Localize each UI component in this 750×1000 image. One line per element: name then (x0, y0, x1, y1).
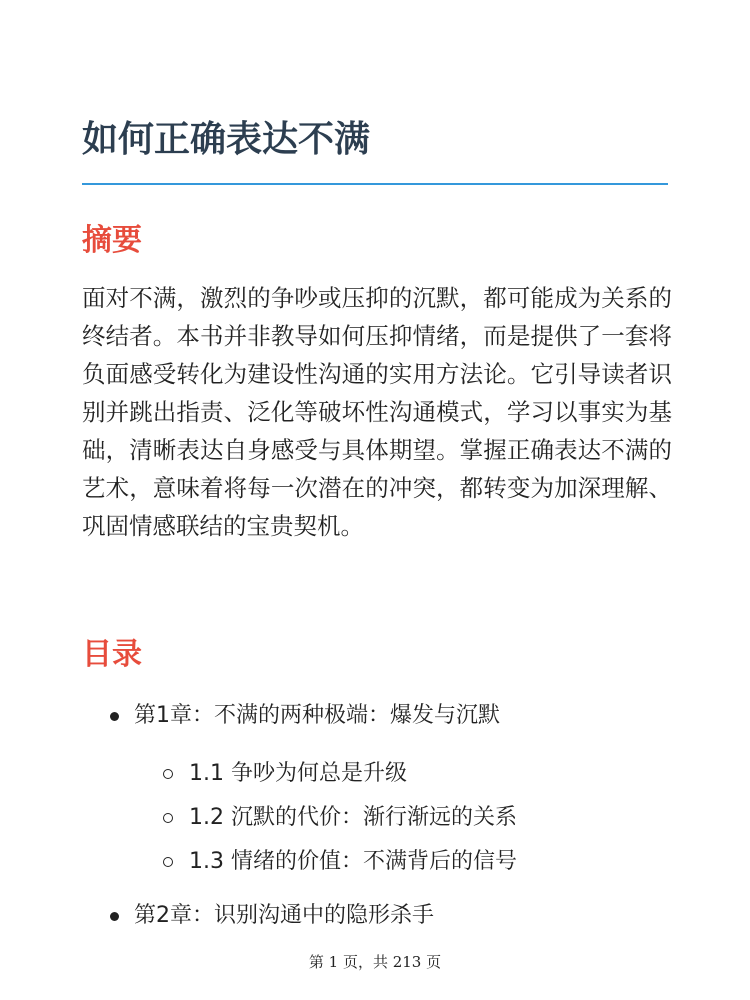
summary-text: 面对不满，激烈的争吵或压抑的沉默，都可能成为关系的终结者。本书并非教导如何压抑情绪，而是提供了一套将负面感受转化为建设性沟通的实用方法论。它引导读者识别并跳出指责、泛化等破坏性沟通模式，学习以事实为基础，清晰表达自身感受与具体期望。掌握正确表达不满的艺术，意味着将每一次潜在的冲突，都转变为加深理解、巩固情感联结的宝贵契机。 (82, 284, 672, 540)
bullet-icon (110, 912, 119, 921)
toc-chapter-1-sections (134, 752, 682, 884)
toc-chapter-2 (82, 894, 682, 938)
circle-bullet-icon (163, 857, 173, 867)
bullet-icon (110, 712, 119, 721)
circle-bullet-icon (163, 769, 173, 779)
toc-chapter-1-label: 第1章：不满的两种极端：爆发与沉默 (134, 703, 500, 728)
toc-section-label: 1.3 情绪的价值：不满背后的信号 (189, 849, 517, 874)
toc-chapter-1 (82, 694, 682, 884)
table-of-contents (82, 694, 682, 938)
title-divider (82, 183, 668, 185)
toc-section-label: 1.1 争吵为何总是升级 (189, 761, 407, 786)
toc-heading: 目录 (82, 637, 142, 672)
summary-heading: 摘要 (82, 223, 142, 258)
toc-section-1-3 (134, 840, 682, 884)
circle-bullet-icon (163, 813, 173, 823)
toc-section-label: 1.2 沉默的代价：渐行渐远的关系 (189, 805, 517, 830)
document-title: 如何正确表达不满 (82, 119, 371, 160)
toc-section-1-1 (134, 752, 682, 796)
toc-section-1-2 (134, 796, 682, 840)
page-number-footer: 第 1 页，共 213 页 (308, 953, 442, 971)
toc-chapter-2-label: 第2章：识别沟通中的隐形杀手 (134, 903, 434, 928)
